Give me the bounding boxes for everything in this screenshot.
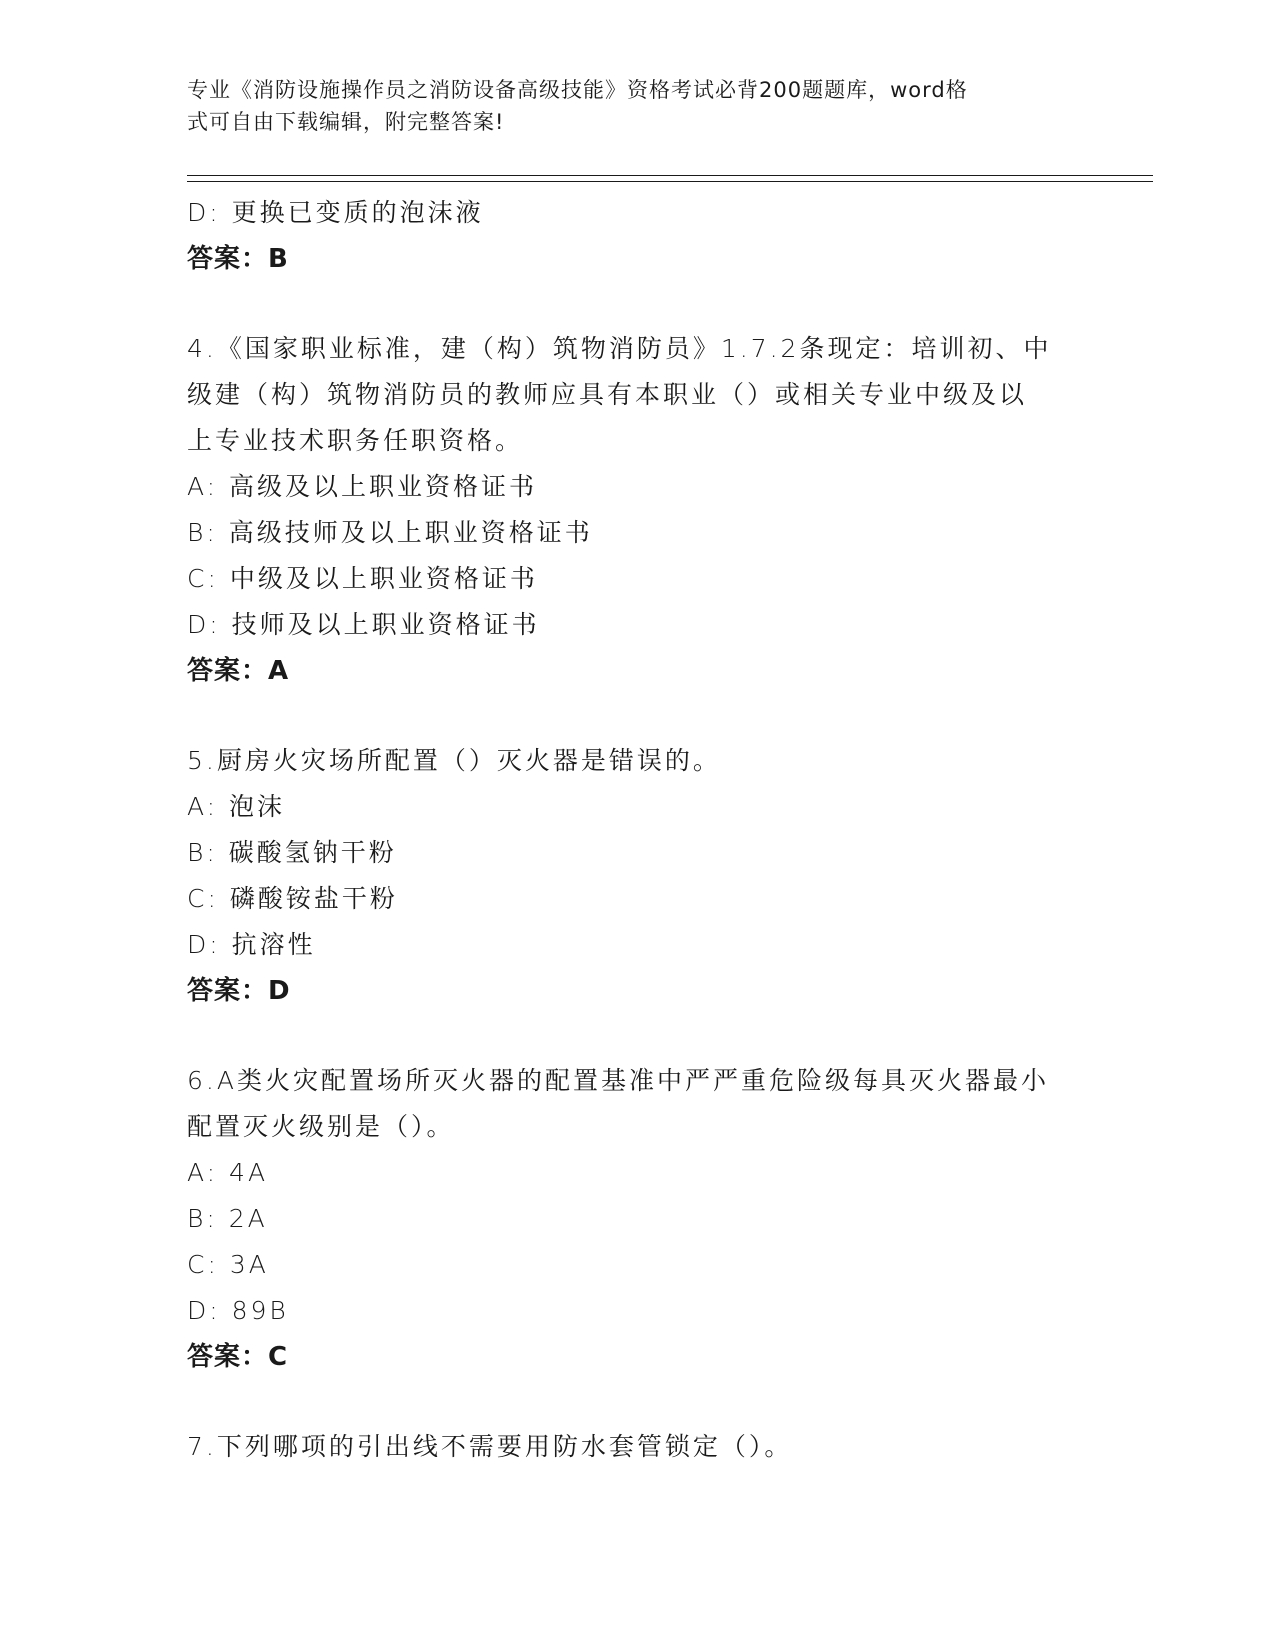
question-gap <box>187 694 1087 738</box>
document-header <box>187 74 1067 138</box>
q4-answer: 答案：A <box>187 656 290 686</box>
q4-option-d: D: 技师及以上职业资格证书 <box>187 610 540 639</box>
q5-option-c: C: 磷酸铵盐干粉 <box>187 884 398 913</box>
q6-option-c: C: 3A <box>187 1250 269 1279</box>
q6-stem-line-2: 配置灭火级别是（）。 <box>187 1112 455 1141</box>
q3-option-d: D: 更换已变质的泡沫液 <box>187 198 484 227</box>
q4-stem-line-2: 级建（构）筑物消防员的教师应具有本职业（）或相关专业中级及以 <box>187 380 1028 409</box>
q4-stem-line-3: 上专业技术职务任职资格。 <box>187 426 524 455</box>
q5-option-d: D: 抗溶性 <box>187 930 316 959</box>
q6-option-d: D: 89B <box>187 1296 289 1325</box>
question-content <box>187 190 1087 1470</box>
q6-option-b: B: 2A <box>187 1204 268 1233</box>
q7-stem-line-1: 7.下列哪项的引出线不需要用防水套管锁定（）。 <box>187 1432 793 1461</box>
q5-option-a: A: 泡沫 <box>187 792 286 821</box>
q5-option-b: B: 碳酸氢钠干粉 <box>187 838 397 867</box>
question-gap <box>187 282 1087 326</box>
q5-answer: 答案：D <box>187 976 291 1006</box>
q3-answer: 答案：B <box>187 244 289 274</box>
header-divider-bottom <box>187 181 1153 182</box>
q6-answer: 答案：C <box>187 1342 289 1372</box>
q4-option-c: C: 中级及以上职业资格证书 <box>187 564 538 593</box>
q4-option-b: B: 高级技师及以上职业资格证书 <box>187 518 593 547</box>
header-line-1: 专业《消防设施操作员之消防设备高级技能》资格考试必背200题题库，word格 <box>187 78 968 102</box>
q5-stem-line-1: 5.厨房火灾场所配置（）灭火器是错误的。 <box>187 746 721 775</box>
q4-stem-line-1: 4.《国家职业标准，建（构）筑物消防员》1.7.2条现定：培训初、中 <box>187 334 1052 363</box>
header-line-2: 式可自由下载编辑，附完整答案! <box>187 110 505 134</box>
question-gap <box>187 1014 1087 1058</box>
header-divider-top <box>187 175 1153 176</box>
q4-option-a: A: 高级及以上职业资格证书 <box>187 472 538 501</box>
q6-option-a: A: 4A <box>187 1158 269 1187</box>
question-gap <box>187 1380 1087 1424</box>
q6-stem-line-1: 6.A类火灾配置场所灭火器的配置基准中严严重危险级每具灭火器最小 <box>187 1066 1049 1095</box>
